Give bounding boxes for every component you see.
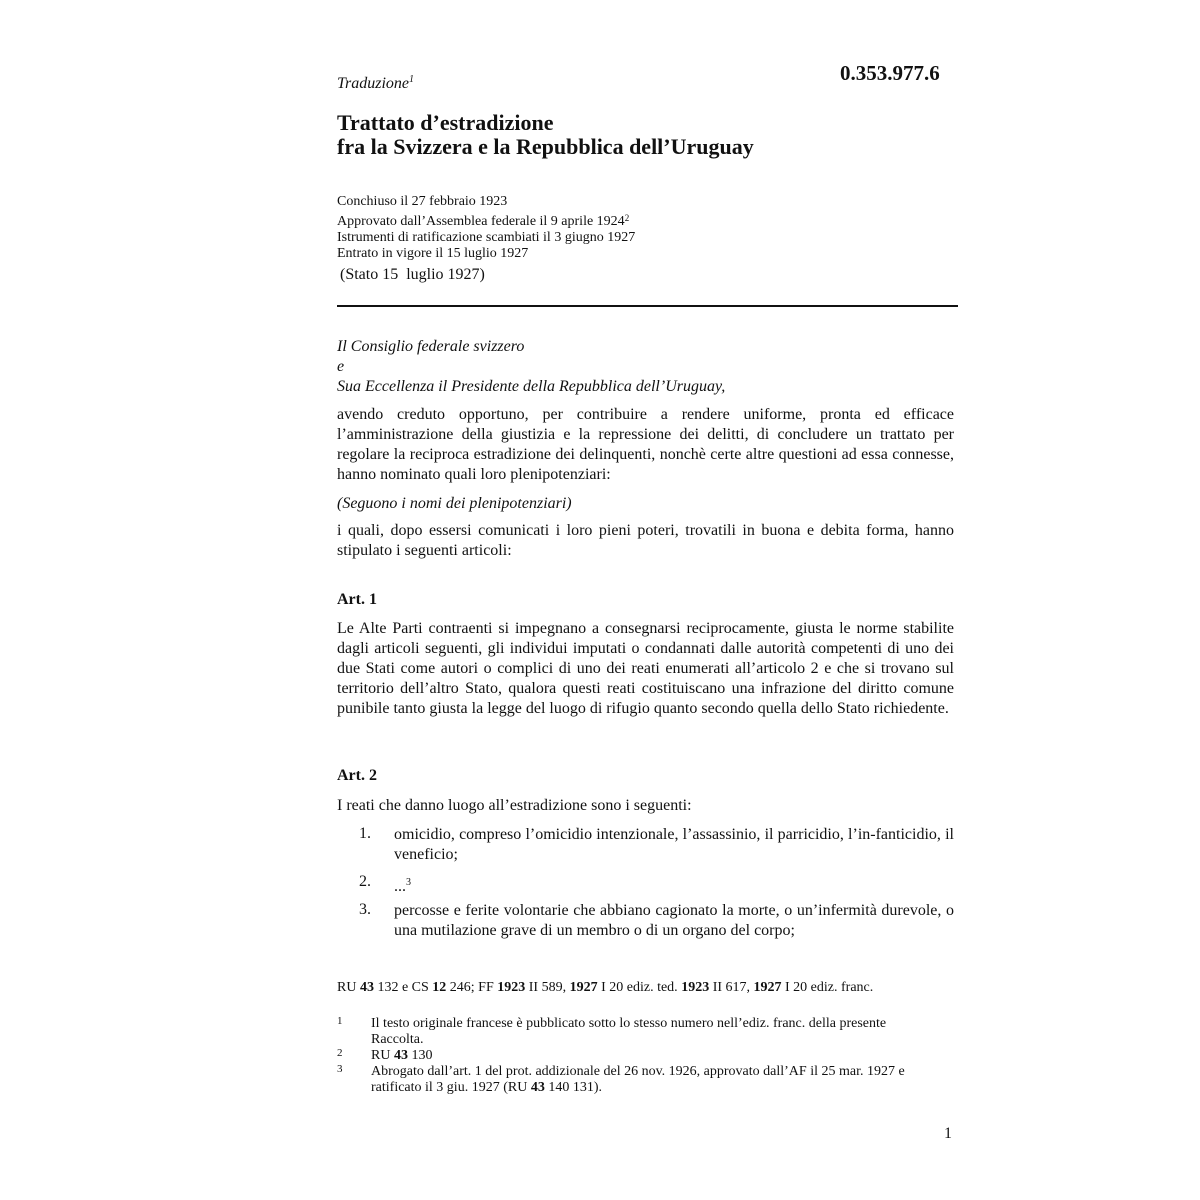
- fn-part: Abrogato dall’art. 1 del prot. addizionale del 26 nov. 1926, approvato dall’AF il 25 mar. 1927 e ratificato il 3 giu. 1927 (RU: [371, 1064, 905, 1095]
- document-metadata: [337, 194, 635, 262]
- fn-part: 130: [407, 1048, 433, 1063]
- footnote-source-reference: [337, 980, 927, 996]
- list-item-number: 1.: [359, 825, 371, 842]
- article-2-heading: Art. 2: [337, 767, 377, 784]
- footnote-ref-1[interactable]: 1: [409, 74, 415, 85]
- article-2-intro: I reati che danno luogo all’estradizione sono i seguenti:: [337, 797, 692, 814]
- footnote-ref-2[interactable]: 2: [624, 213, 630, 223]
- preamble-party-2: Sua Eccellenza il Presidente della Repubblica dell’Uruguay,: [337, 378, 726, 395]
- footnote-number: 2: [337, 1047, 343, 1059]
- title-line-1: Trattato d’estradizione: [337, 110, 554, 135]
- preamble-party-1: Il Consiglio federale svizzero: [337, 338, 525, 355]
- translation-label: [337, 74, 414, 93]
- fn-part: 132 e CS: [373, 980, 433, 995]
- fn-part: 1923: [497, 980, 526, 995]
- fn-part: 12: [432, 980, 447, 995]
- fn-part: I 20 ediz. ted.: [597, 980, 682, 995]
- meta-concluded: Conchiuso il 27 febbraio 1923: [337, 194, 508, 209]
- list-item-number: 3.: [359, 901, 371, 918]
- meta-approved: [337, 210, 635, 230]
- preamble-and: e: [337, 358, 345, 375]
- fn-part: I 20 ediz. franc.: [781, 980, 874, 995]
- meta-approved-text: Approvato dall’Assemblea federale il 9 aprile 1924: [337, 214, 625, 229]
- list-item-text: percosse e ferite volontarie che abbiano cagionato la morte, o un’infermità durevole, o una mutilazione grave di un membro o di un organo del corpo;: [394, 902, 954, 939]
- footnote-number: 3: [337, 1063, 343, 1075]
- meta-in-force: Entrato in vigore il 15 luglio 1927: [337, 246, 529, 261]
- list-item-text: omicidio, compreso l’omicidio intenzionale, l’assassinio, il parricidio, l’in-fanticidio, il veneficio;: [394, 826, 954, 863]
- fn-part: 1923: [681, 980, 710, 995]
- fn-part: RU: [371, 1048, 394, 1063]
- page-number: 1: [944, 1125, 952, 1142]
- sr-number: 0.353.977.6: [840, 61, 940, 85]
- preamble-plenipotentiaries: (Seguono i nomi dei plenipotenziari): [337, 495, 572, 512]
- footnote-text: Il testo originale francese è pubblicato sotto lo stesso numero nell’ediz. franc. della presente Raccolta.: [371, 1016, 887, 1047]
- header-divider: [337, 305, 958, 307]
- fn-part: 43: [530, 1080, 545, 1095]
- fn-part: RU: [337, 980, 360, 995]
- footnote-text: [371, 1064, 931, 1096]
- document-title: [337, 111, 754, 159]
- translation-text: Traduzione: [337, 75, 410, 92]
- fn-part: 43: [359, 980, 374, 995]
- preamble-paragraph-1: avendo creduto opportuno, per contribuire a rendere uniforme, pronta ed efficace l’amministrazione della giustizia e la repressione dei delitti, di concludere un trattato per regolare la reciproca estradizione dei delinquenti, nonchè certe altre questioni ad essa connesse, hanno nominato quali loro plenipotenziari:: [337, 406, 954, 483]
- list-item-number: 2.: [359, 873, 371, 890]
- footnote-number: 1: [337, 1015, 343, 1027]
- fn-part: 1927: [569, 980, 598, 995]
- fn-part: 1927: [753, 980, 782, 995]
- title-line-2: fra la Svizzera e la Repubblica dell’Uruguay: [337, 134, 754, 159]
- list-item-text: [394, 873, 954, 897]
- article-1-heading: Art. 1: [337, 591, 377, 608]
- list-item-ellipsis: ...: [394, 878, 406, 895]
- preamble-paragraph-2: i quali, dopo essersi comunicati i loro pieni poteri, trovatili in buona e debita forma, hanno stipulato i seguenti articoli:: [337, 522, 954, 559]
- fn-part: 43: [393, 1048, 408, 1063]
- fn-part: 246; FF: [446, 980, 498, 995]
- article-1-text: Le Alte Parti contraenti si impegnano a consegnarsi reciprocamente, giusta le norme stabilite dagli articoli seguenti, gli individui imputati o condannati dalle autorità competenti di uno dei due Stati come autori o complici di uno dei reati enumerati all’articolo 2 e che si trovano sul territorio dell’altro Stato, qualora questi reati costituiscano una infrazione del diritto comune punibile tanto giusta la legge del luogo di rifugio quanto secondo quella dello Stato richiedente.: [337, 620, 954, 717]
- meta-ratified: Istrumenti di ratificazione scambiati il 3 giugno 1927: [337, 230, 636, 245]
- fn-part: 140 131).: [544, 1080, 602, 1095]
- fn-part: II 589,: [525, 980, 570, 995]
- footnote-text: [371, 1048, 931, 1064]
- status-date: (Stato 15 luglio 1927): [340, 266, 485, 283]
- footnote-ref-3[interactable]: 3: [406, 877, 411, 888]
- fn-part: II 617,: [709, 980, 754, 995]
